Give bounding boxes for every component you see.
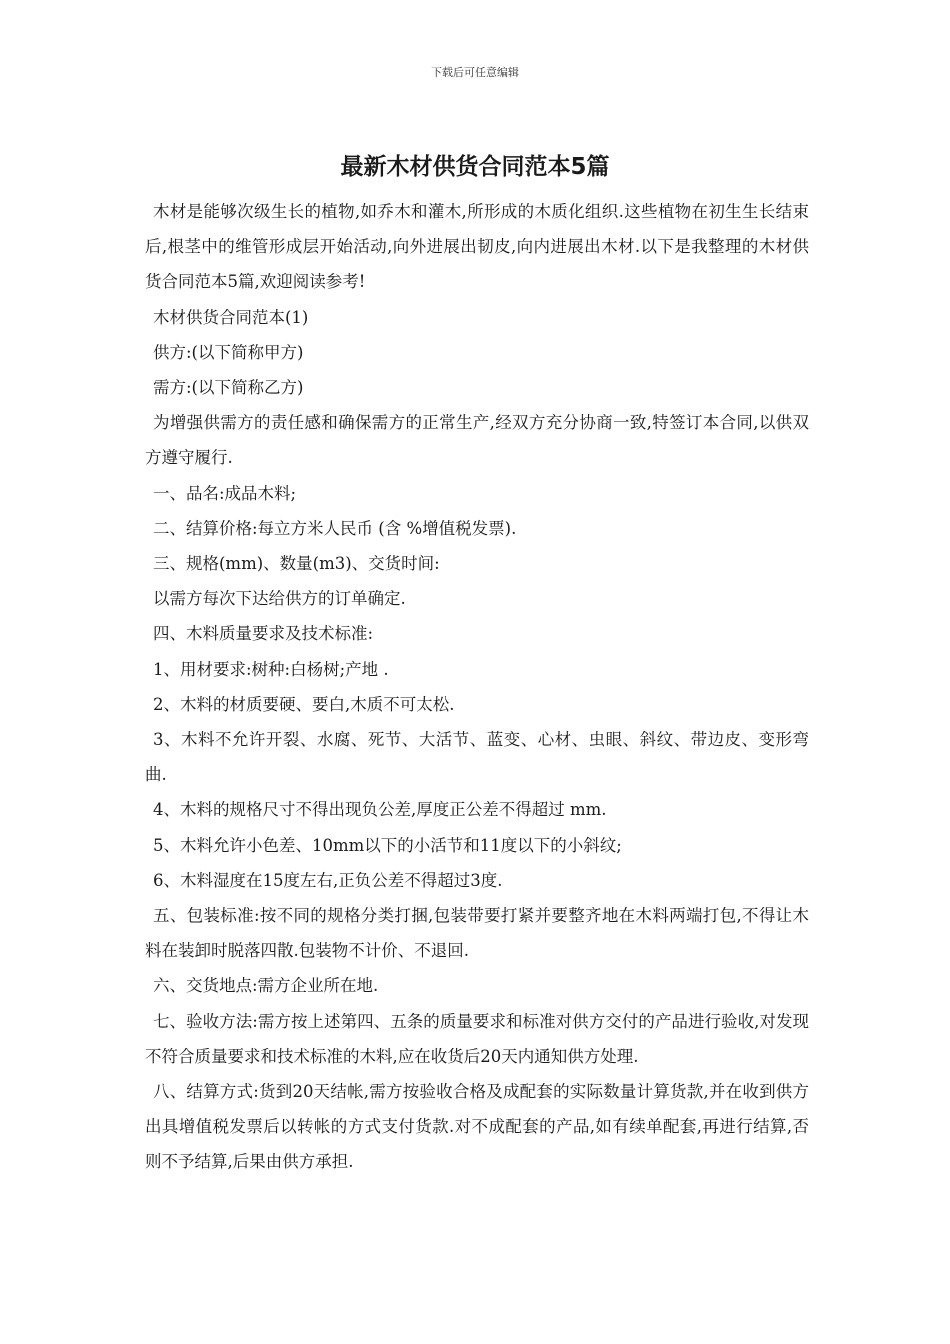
preamble-paragraph: 为增强供需方的责任感和确保需方的正常生产,经双方充分协商一致,特签订本合同,以供双方遵守履行. [145,413,809,468]
clause-4-item-1: 1、用材要求:树种:白杨树;产地 . [153,659,389,679]
buyer-line: 需方:(以下简称乙方) [153,378,304,398]
clause-4-item-2: 2、木料的材质要硬、要白,木质不可太松. [153,694,455,714]
document-title: 最新木材供货合同范本5篇 [340,154,610,180]
clause-4: 四、木料质量要求及技术标准: [153,624,374,644]
clause-8: 八、结算方式:货到20天结帐,需方按验收合格及成配套的实际数量计算货款,并在收到供方出具增值税发票后以转帐的方式支付货款.对不成配套的产品,如有续单配套,再进行结算,否则不予结算,后果由供方承担. [145,1082,809,1172]
clause-2: 二、结算价格:每立方米人民币 (含 %增值税发票). [153,518,517,538]
clause-4-item-6: 6、木料湿度在15度左右,正负公差不得超过3度. [153,870,503,890]
header-note: 下载后可任意编辑 [431,66,519,79]
document-body [145,194,809,1180]
clause-7: 七、验收方法:需方按上述第四、五条的质量要求和标准对供方交付的产品进行验收,对发现不符合质量要求和技术标准的木料,应在收货后20天内通知供方处理. [145,1011,809,1066]
clause-5: 五、包装标准:按不同的规格分类打捆,包装带要打紧并要整齐地在木料两端打包,不得让木料在装卸时脱落四散.包装物不计价、不退回. [145,906,809,961]
supplier-line: 供方:(以下简称甲方) [153,342,304,362]
clause-4-item-4: 4、木料的规格尺寸不得出现负公差,厚度正公差不得超过 mm. [153,800,607,820]
clause-6: 六、交货地点:需方企业所在地. [153,976,379,996]
clause-4-item-5: 5、木料允许小色差、10mm以下的小活节和11度以下的小斜纹; [153,835,622,855]
intro-paragraph: 木材是能够次级生长的植物,如乔木和灌木,所形成的木质化组织.这些植物在初生生长结束后,根茎中的维管形成层开始活动,向外进展出韧皮,向内进展出木材.以下是我整理的木材供货合同范本5篇,欢迎阅读参考! [145,202,809,292]
clause-4-item-3: 3、木料不允许开裂、水腐、死节、大活节、蓝变、心材、虫眼、斜纹、带边皮、变形弯曲. [145,730,809,785]
clause-3: 三、规格(mm)、数量(m3)、交货时间: [153,554,440,574]
clause-1: 一、品名:成品木料; [153,483,297,503]
contract-heading: 木材供货合同范本(1) [153,307,309,327]
clause-3-detail: 以需方每次下达给供方的订单确定. [153,589,406,609]
